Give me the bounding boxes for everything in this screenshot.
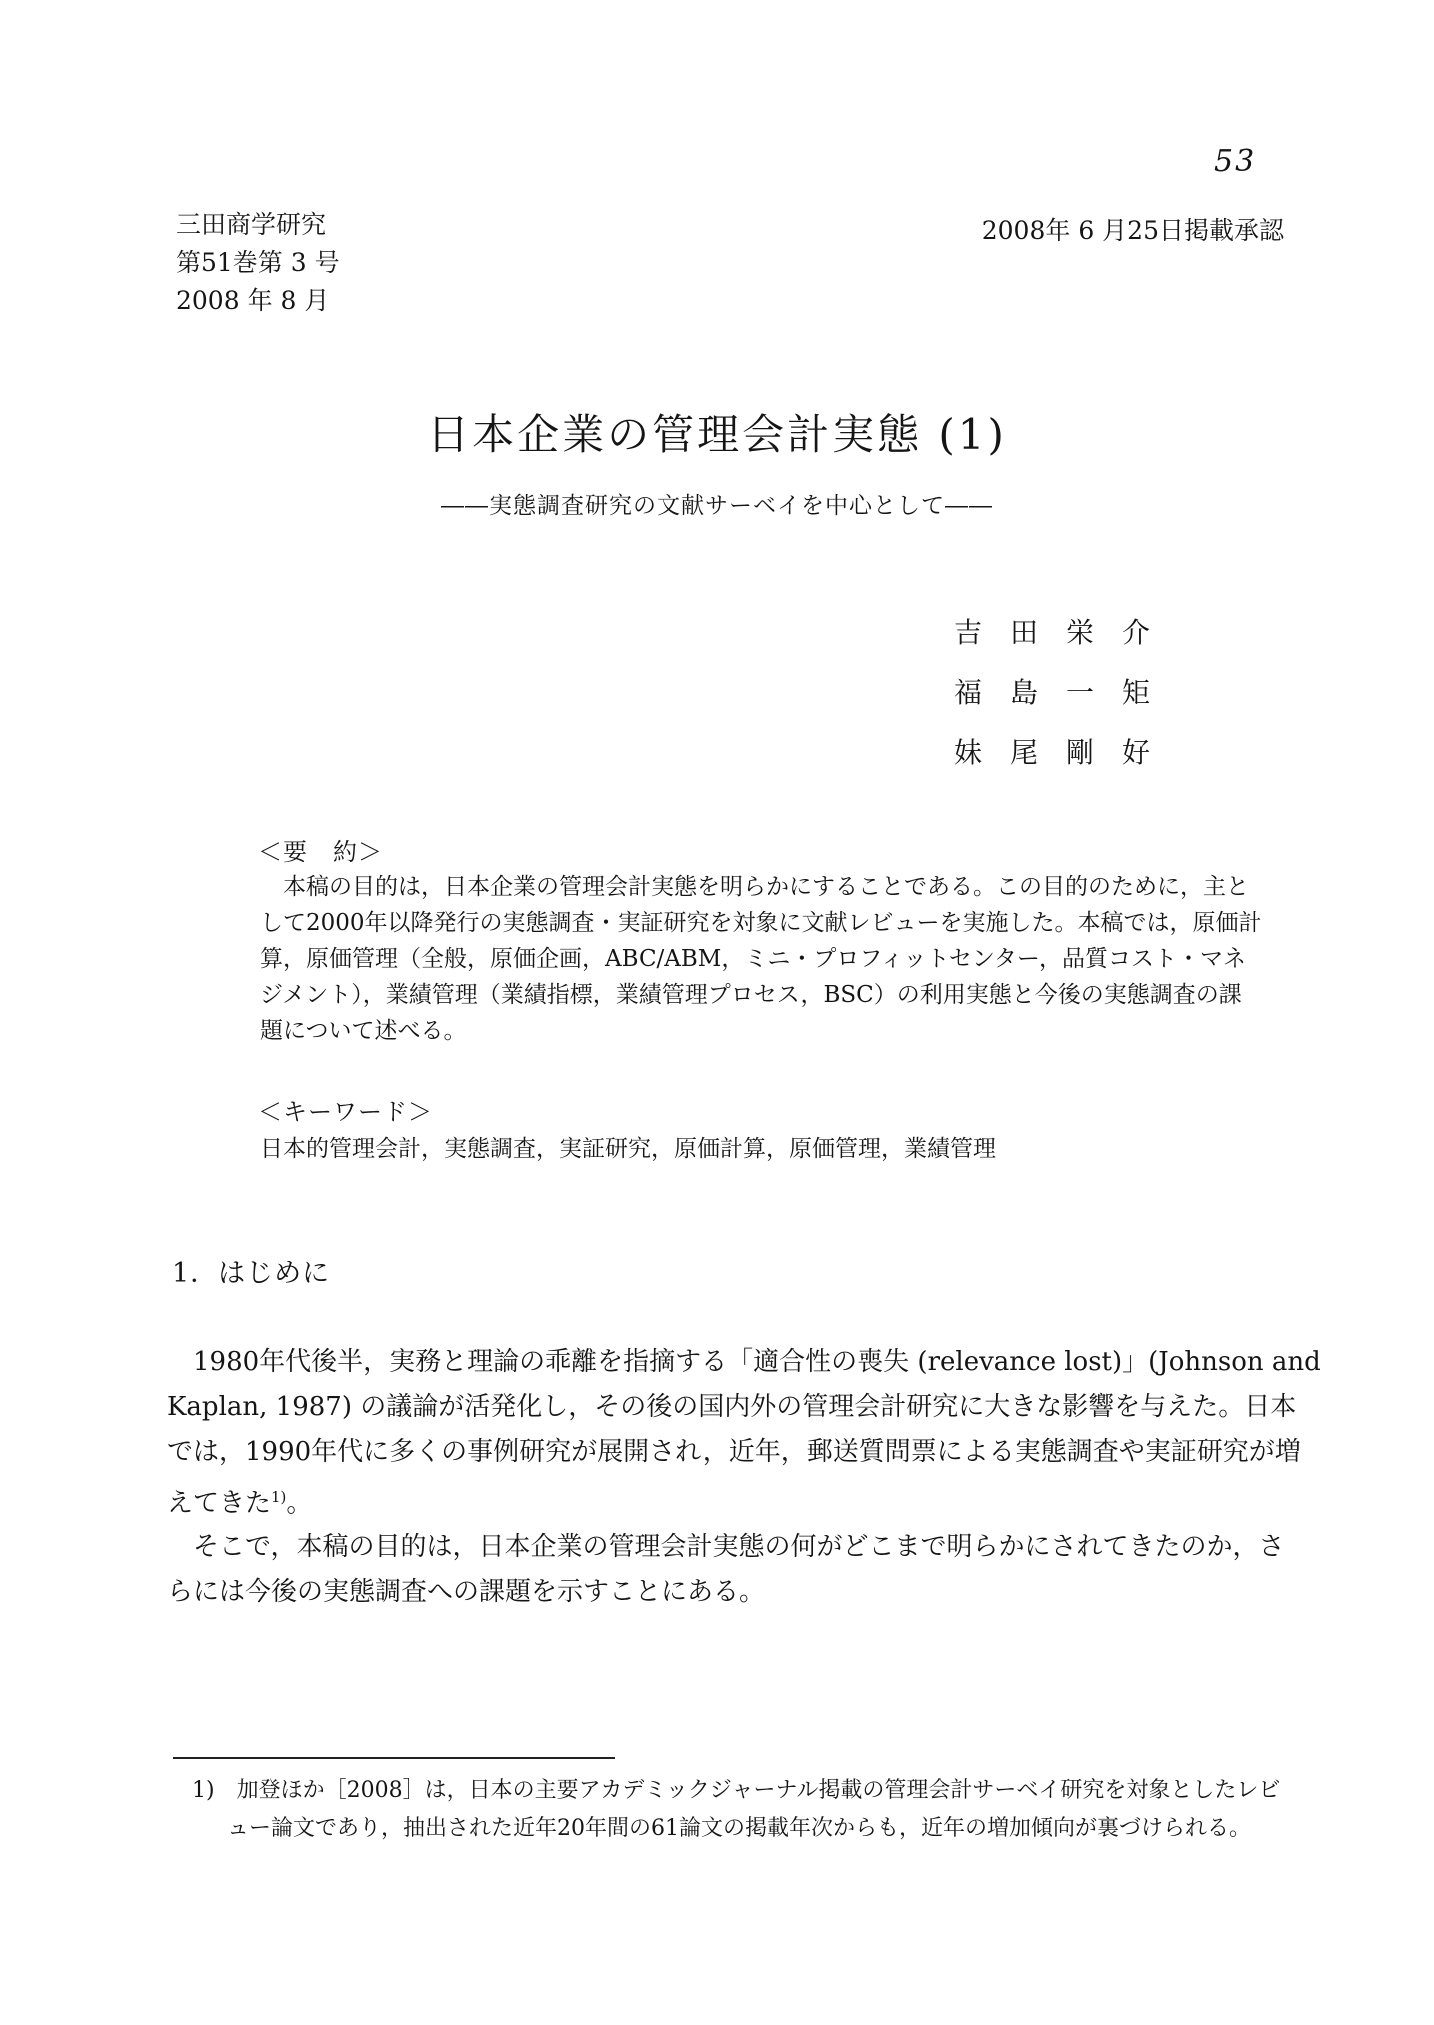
paper-title: 日本企業の管理会計実態 (1): [427, 410, 1007, 459]
footnote-line: ュー論文であり，抽出された近年20年間の61論文の掲載年次からも，近年の増加傾向が裏づけられる。: [227, 1816, 1251, 1841]
body-line: では，1990年代に多くの事例研究が展開され，近年，郵送質問票による実態調査や実証研究が増: [167, 1437, 1301, 1467]
section-1-paragraph-2: [167, 1525, 1285, 1615]
author-name-1: 吉 田 栄 介: [953, 616, 1150, 649]
body-text: 。: [286, 1488, 313, 1519]
footnote-reference-mark: 1): [271, 1488, 287, 1506]
acceptance-date: 2008年 6 月25日掲載承認: [981, 216, 1284, 245]
abstract-body: [260, 869, 1262, 1049]
author-name-3: 妹 尾 剛 好: [953, 736, 1150, 769]
journal-volume-issue: 第51巻第 3 号: [176, 248, 340, 277]
paper-subtitle: ――実態調査研究の文献サーベイを中心として――: [441, 493, 993, 519]
body-line: [167, 1475, 1280, 1527]
footnote-line: 1) 加登ほか［2008］は，日本の主要アカデミックジャーナル掲載の管理会計サーベイ研究を対象としたレビ: [192, 1778, 1281, 1803]
body-line: そこで，本稿の目的は，日本企業の管理会計実態の何がどこまで明らかにされてきたのか，さ: [167, 1532, 1285, 1562]
abstract-line: 算，原価管理（全般，原価企画，ABC/ABM，ミニ・プロフィットセンター，品質コスト・マネ: [260, 946, 1246, 972]
body-text: えてきた: [167, 1488, 272, 1519]
keywords-list: 日本的管理会計，実態調査，実証研究，原価計算，原価管理，業績管理: [260, 1136, 996, 1162]
journal-name: 三田商学研究: [176, 210, 327, 239]
footnote-block: [192, 1772, 1281, 1848]
body-line: 1980年代後半，実務と理論の乖離を指摘する「適合性の喪失 (relevance lost)」(Johnson and: [167, 1347, 1321, 1377]
abstract-line: して2000年以降発行の実態調査・実証研究を対象に文献レビューを実施した。本稿では，原価計: [260, 910, 1262, 936]
abstract-line: 題について述べる。: [260, 1018, 467, 1044]
page-number: 53: [1214, 144, 1257, 179]
footnote-separator-rule: [173, 1757, 615, 1759]
author-block: [954, 603, 1150, 783]
body-line: Kaplan, 1987) の議論が活発化し，その後の国内外の管理会計研究に大きな影響を与えた。日本: [167, 1392, 1297, 1422]
journal-info-block: [176, 206, 340, 320]
author-name-2: 福 島 一 矩: [953, 676, 1150, 709]
abstract-line: ジメント），業績管理（業績指標，業績管理プロセス，BSC）の利用実態と今後の実態調査の課: [260, 982, 1242, 1008]
keywords-heading: ＜キーワード＞: [258, 1098, 433, 1126]
section-1-heading: 1．はじめに: [172, 1258, 331, 1289]
section-1-paragraph-1: [167, 1340, 1321, 1527]
abstract-heading: ＜要 約＞: [258, 838, 383, 866]
abstract-line: 本稿の目的は，日本企業の管理会計実態を明らかにすることである。この目的のために，主と: [260, 874, 1249, 900]
body-line: らには今後の実態調査への課題を示すことにある。: [167, 1577, 766, 1607]
journal-date: 2008 年 8 月: [176, 286, 330, 315]
